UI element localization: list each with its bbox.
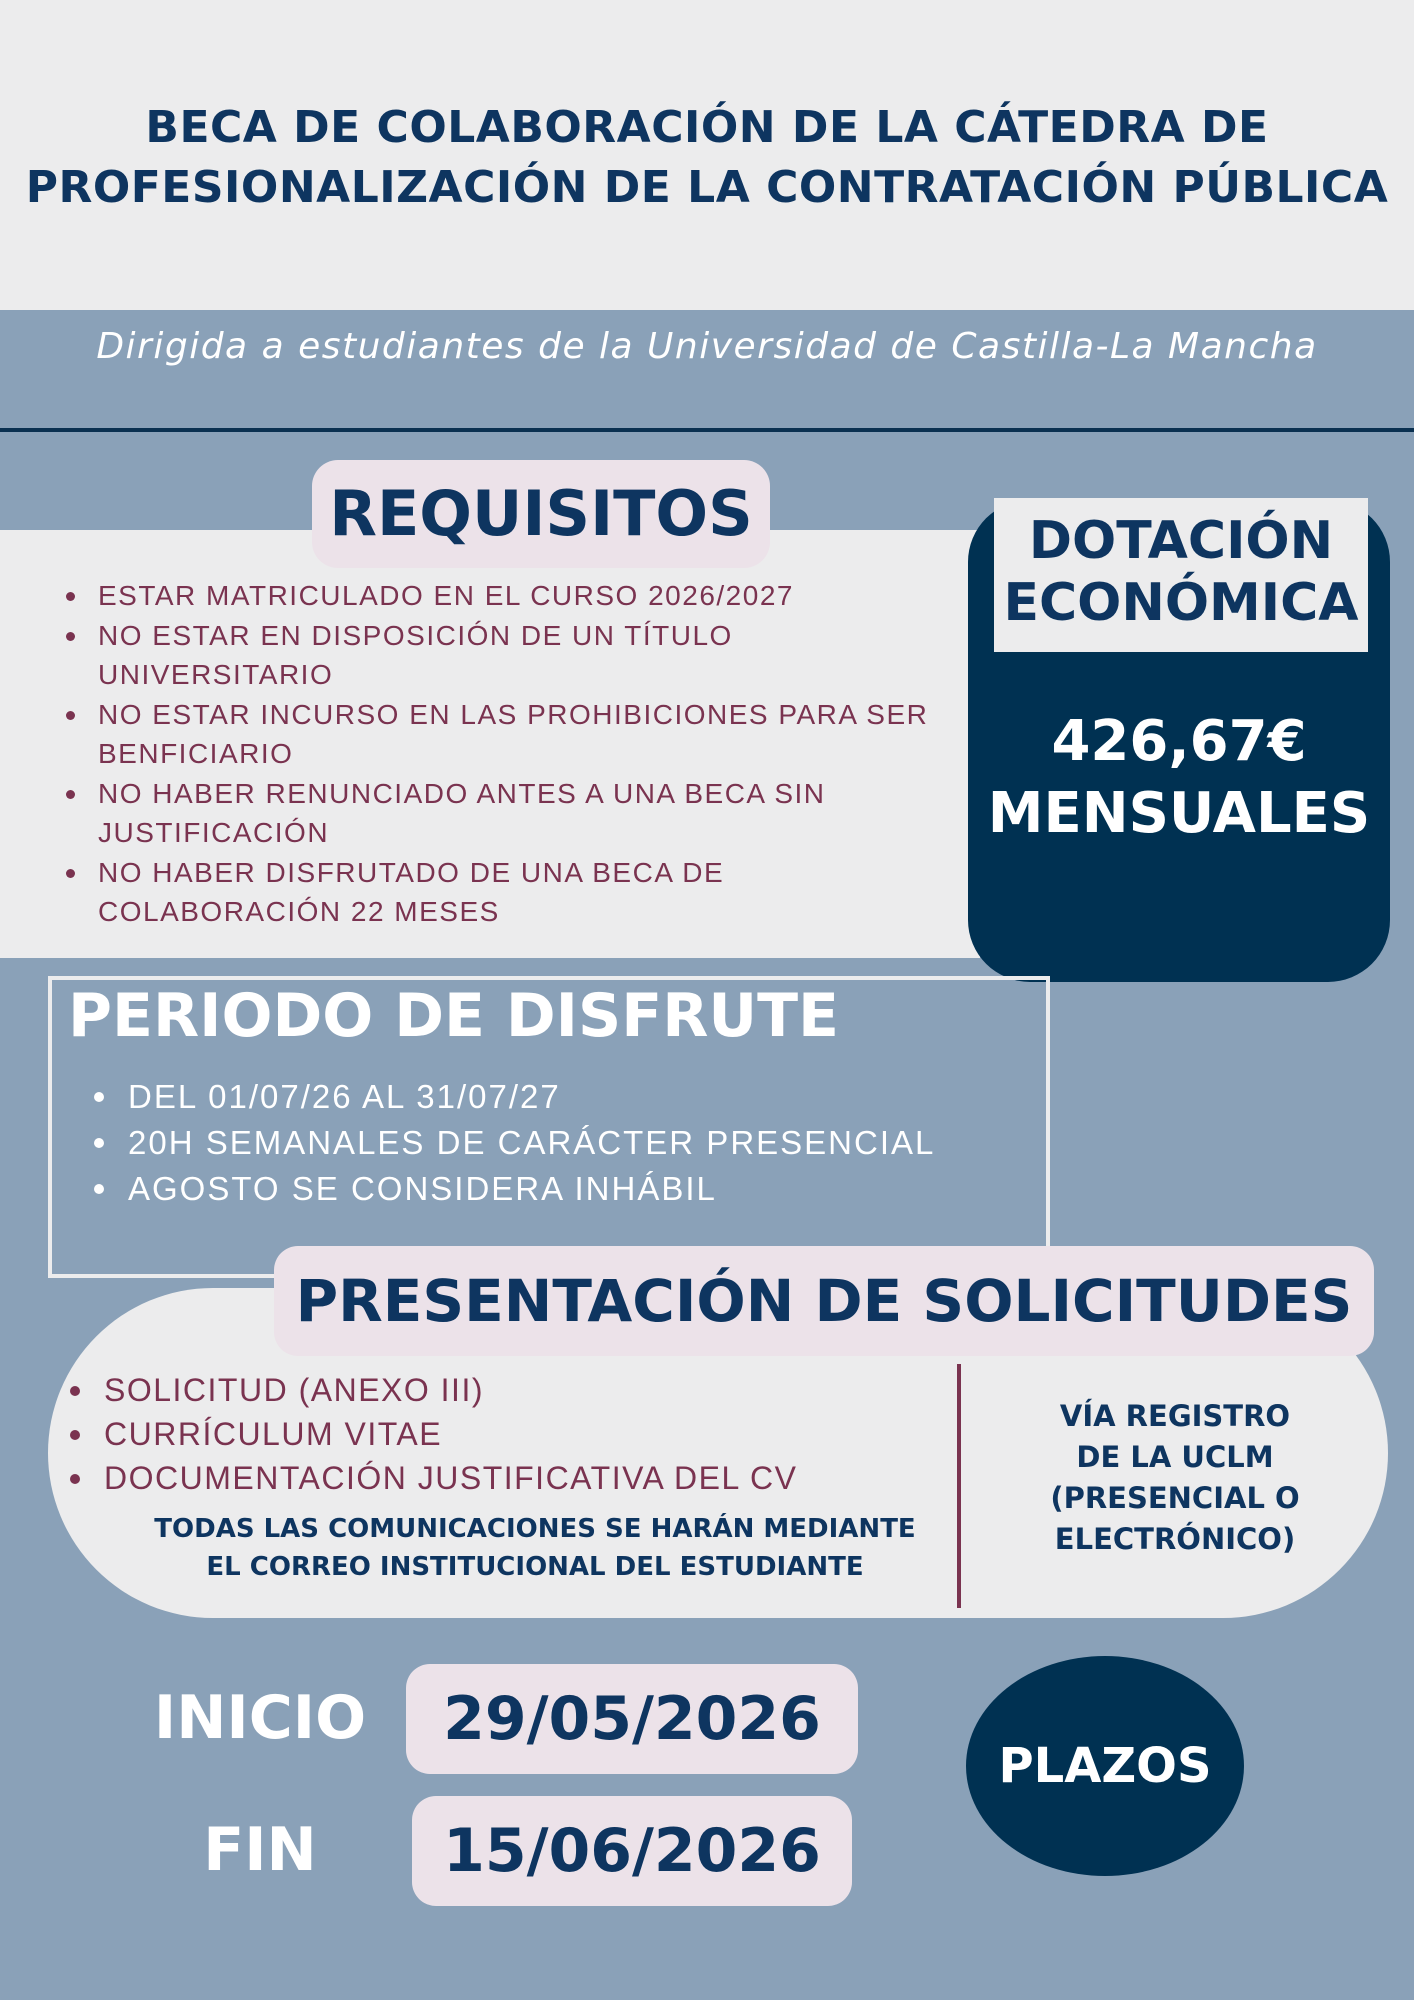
dotacion-amount-block — [968, 706, 1390, 850]
audience-text: Dirigida a estudiantes de la Universidad de Castilla-La Mancha — [96, 326, 1318, 367]
presentacion-divider — [957, 1364, 961, 1608]
requisito-item: NO HABER DISFRUTADO DE UNA BECA DE COLABORACIÓN 22 MESES — [60, 853, 970, 932]
fin-date: 15/06/2026 — [412, 1796, 852, 1906]
presentacion-list — [66, 1368, 946, 1500]
inicio-label: INICIO — [153, 1683, 367, 1753]
via-line: DE LA UCLM — [1076, 1440, 1274, 1474]
presentacion-item: CURRÍCULUM VITAE — [66, 1412, 946, 1456]
page-title — [0, 98, 1414, 218]
fin-label: FIN — [203, 1815, 317, 1885]
inicio-date: 29/05/2026 — [406, 1664, 858, 1774]
presentacion-item: SOLICITUD (ANEXO III) — [66, 1368, 946, 1412]
presentacion-note-line-1: TODAS LAS COMUNICACIONES SE HARÁN MEDIANTE — [154, 1514, 916, 1544]
presentacion-item: DOCUMENTACIÓN JUSTIFICATIVA DEL CV — [66, 1456, 946, 1500]
requisito-item: NO HABER RENUNCIADO ANTES A UNA BECA SIN JUSTIFICACIÓN — [60, 774, 970, 853]
plazos-badge: PLAZOS — [966, 1656, 1244, 1876]
presentacion-note-line-2: EL CORREO INSTITUCIONAL DEL ESTUDIANTE — [206, 1552, 864, 1582]
requisito-item: NO ESTAR INCURSO EN LAS PROHIBICIONES PARA SER BENFICIARIO — [60, 695, 970, 774]
via-line: (PRESENCIAL O — [1050, 1481, 1300, 1515]
periodo-item: DEL 01/07/26 AL 31/07/27 — [90, 1074, 1040, 1120]
presentacion-heading: PRESENTACIÓN DE SOLICITUDES — [274, 1246, 1374, 1356]
dotacion-heading-line-2: ECONÓMICA — [1003, 573, 1359, 633]
dotacion-period: MENSUALES — [987, 781, 1371, 846]
presentacion-via — [980, 1396, 1370, 1560]
page-title-line-1: BECA DE COLABORACIÓN DE LA CÁTEDRA DE — [145, 102, 1269, 153]
requisitos-heading: REQUISITOS — [312, 460, 770, 568]
page-title-line-2: PROFESIONALIZACIÓN DE LA CONTRATACIÓN PÚBLICA — [25, 162, 1389, 213]
presentacion-note — [120, 1510, 950, 1586]
periodo-item: 20H SEMANALES DE CARÁCTER PRESENCIAL — [90, 1120, 1040, 1166]
dotacion-heading-line-1: DOTACIÓN — [1028, 511, 1334, 571]
periodo-list — [90, 1074, 1040, 1212]
via-line: ELECTRÓNICO) — [1054, 1522, 1296, 1556]
requisitos-list — [60, 576, 970, 932]
via-line: VÍA REGISTRO — [1059, 1399, 1291, 1433]
periodo-heading: PERIODO DE DISFRUTE — [68, 981, 840, 1051]
dotacion-heading — [994, 498, 1368, 652]
dotacion-amount: 426,67€ — [1051, 709, 1307, 774]
periodo-item: AGOSTO SE CONSIDERA INHÁBIL — [90, 1166, 1040, 1212]
requisito-item: ESTAR MATRICULADO EN EL CURSO 2026/2027 — [60, 576, 970, 616]
requisito-item: NO ESTAR EN DISPOSICIÓN DE UN TÍTULO UNIVERSITARIO — [60, 616, 970, 695]
